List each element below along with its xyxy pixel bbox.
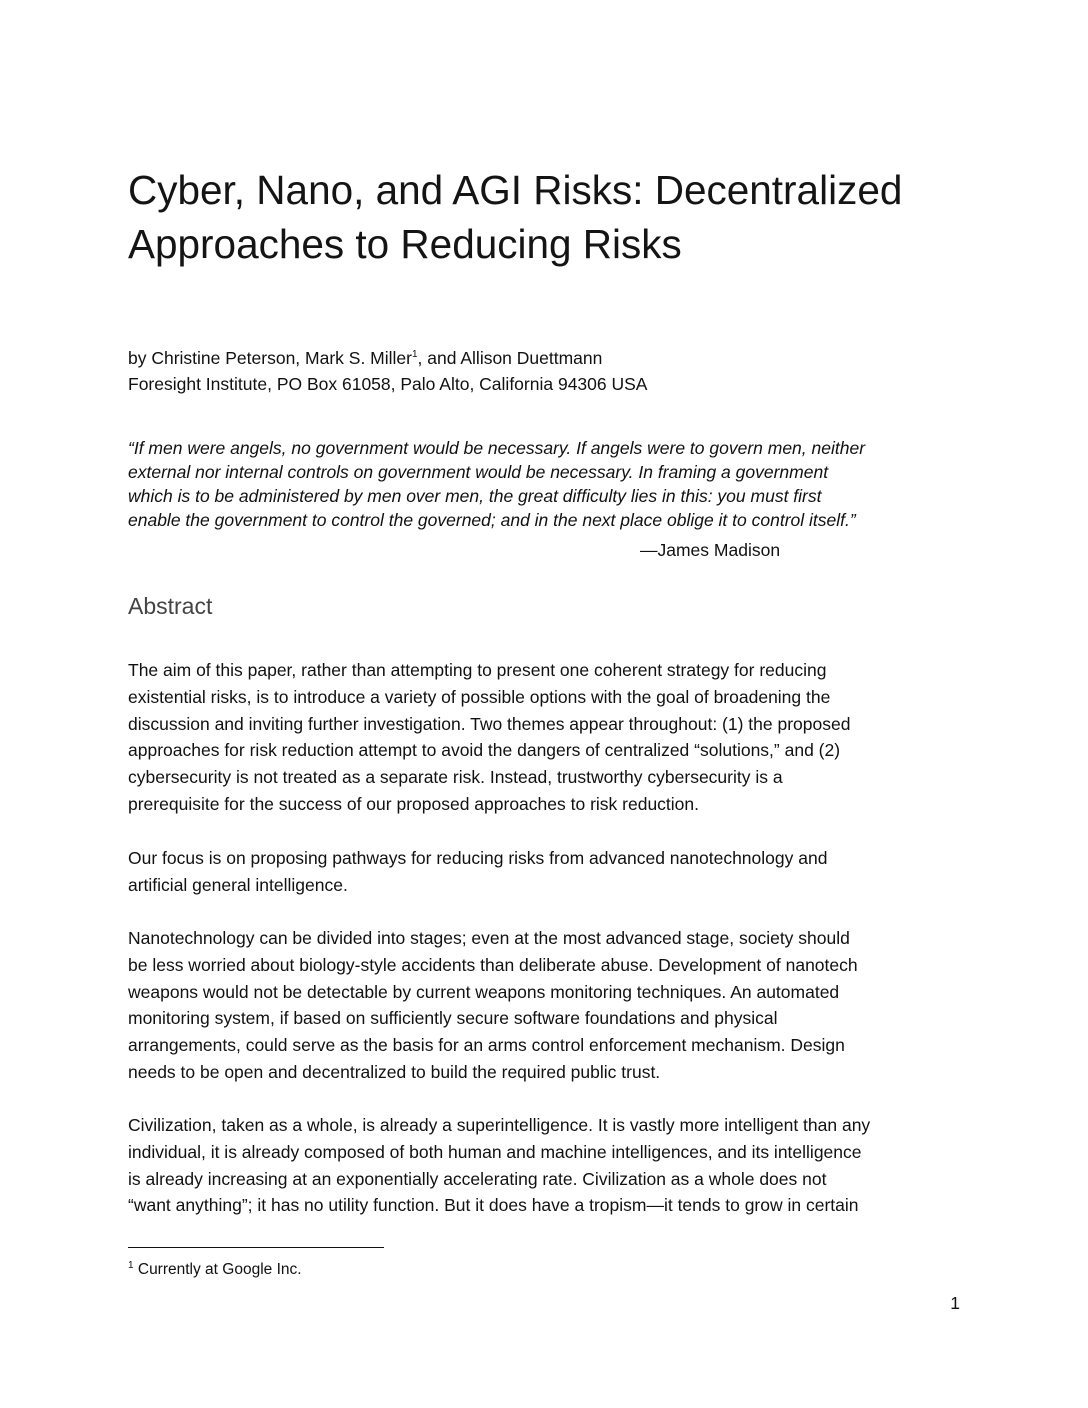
quote-line: “If men were angels, no government would be necessary. If angels were to govern men, neither [128,438,866,458]
abstract-paragraph [128,657,968,818]
author-byline [128,345,602,371]
paragraph-line: Civilization, taken as a whole, is already a superintelligence. It is vastly more intelligent than any [128,1115,871,1135]
author-affiliation: Foresight Institute, PO Box 61058, Palo Alto, California 94306 USA [128,374,648,394]
quote-line: external nor internal controls on government would be necessary. In framing a government [128,462,829,482]
paragraph-line: is already increasing at an exponentially accelerating rate. Civilization as a whole does not [128,1168,827,1189]
page-number: 1 [950,1293,960,1313]
epigraph-quote [128,436,968,532]
byline-prefix: by Christine Peterson, Mark S. Miller [128,348,412,368]
paper-title [128,163,988,271]
epigraph-attribution: —James Madison [640,540,781,560]
footnote-divider [128,1247,384,1248]
abstract-heading: Abstract [128,593,213,619]
paragraph-line: individual, it is already composed of both human and machine intelligences, and its intelligence [128,1141,862,1162]
paragraph-line: cybersecurity is not treated as a separate risk. Instead, trustworthy cybersecurity is a [128,767,783,788]
paragraph-line: The aim of this paper, rather than attempting to present one coherent strategy for reducing [128,660,827,680]
title-line: Approaches to Reducing Risks [128,221,682,267]
paragraph-line: discussion and inviting further investigation. Two themes appear throughout: (1) the proposed [128,713,851,734]
footnote-text: Currently at Google Inc. [133,1261,302,1278]
paragraph-line: be less worried about biology-style accidents than deliberate abuse. Development of nanotech [128,954,858,975]
footnote-number: 1 [128,1259,134,1271]
paragraph-line: weapons would not be detectable by current weapons monitoring techniques. An automated [128,981,840,1002]
abstract-paragraph [128,1112,968,1219]
quote-line: which is to be administered by men over men, the great difficulty lies in this: you must first [128,486,822,506]
footnote [128,1259,302,1281]
footnote-marker[interactable]: 1 [411,349,418,361]
paragraph-line: Nanotechnology can be divided into stages; even at the most advanced stage, society should [128,928,850,948]
paragraph-line: prerequisite for the success of our proposed approaches to risk reduction. [128,793,700,814]
paragraph-line: monitoring system, if based on sufficiently secure software foundations and physical [128,1008,778,1029]
quote-line: enable the government to control the governed; and in the next place oblige it to control itself.” [128,510,856,530]
paragraph-line: needs to be open and decentralized to build the required public trust. [128,1061,661,1082]
paragraph-line: Our focus is on proposing pathways for reducing risks from advanced nanotechnology and [128,848,828,868]
title-line: Cyber, Nano, and AGI Risks: Decentralized [128,167,903,213]
paragraph-line: artificial general intelligence. [128,874,348,895]
abstract-paragraph [128,925,968,1086]
paragraph-line: “want anything”; it has no utility function. But it does have a tropism—it tends to grow in certain [128,1195,859,1216]
paragraph-line: arrangements, could serve as the basis for an arms control enforcement mechanism. Design [128,1035,845,1056]
byline-suffix: , and Allison Duettmann [417,348,603,368]
paragraph-line: approaches for risk reduction attempt to avoid the dangers of centralized “solutions,” and (2) [128,740,841,761]
paragraph-line: existential risks, is to introduce a variety of possible options with the goal of broadening the [128,686,831,707]
abstract-paragraph [128,845,968,899]
